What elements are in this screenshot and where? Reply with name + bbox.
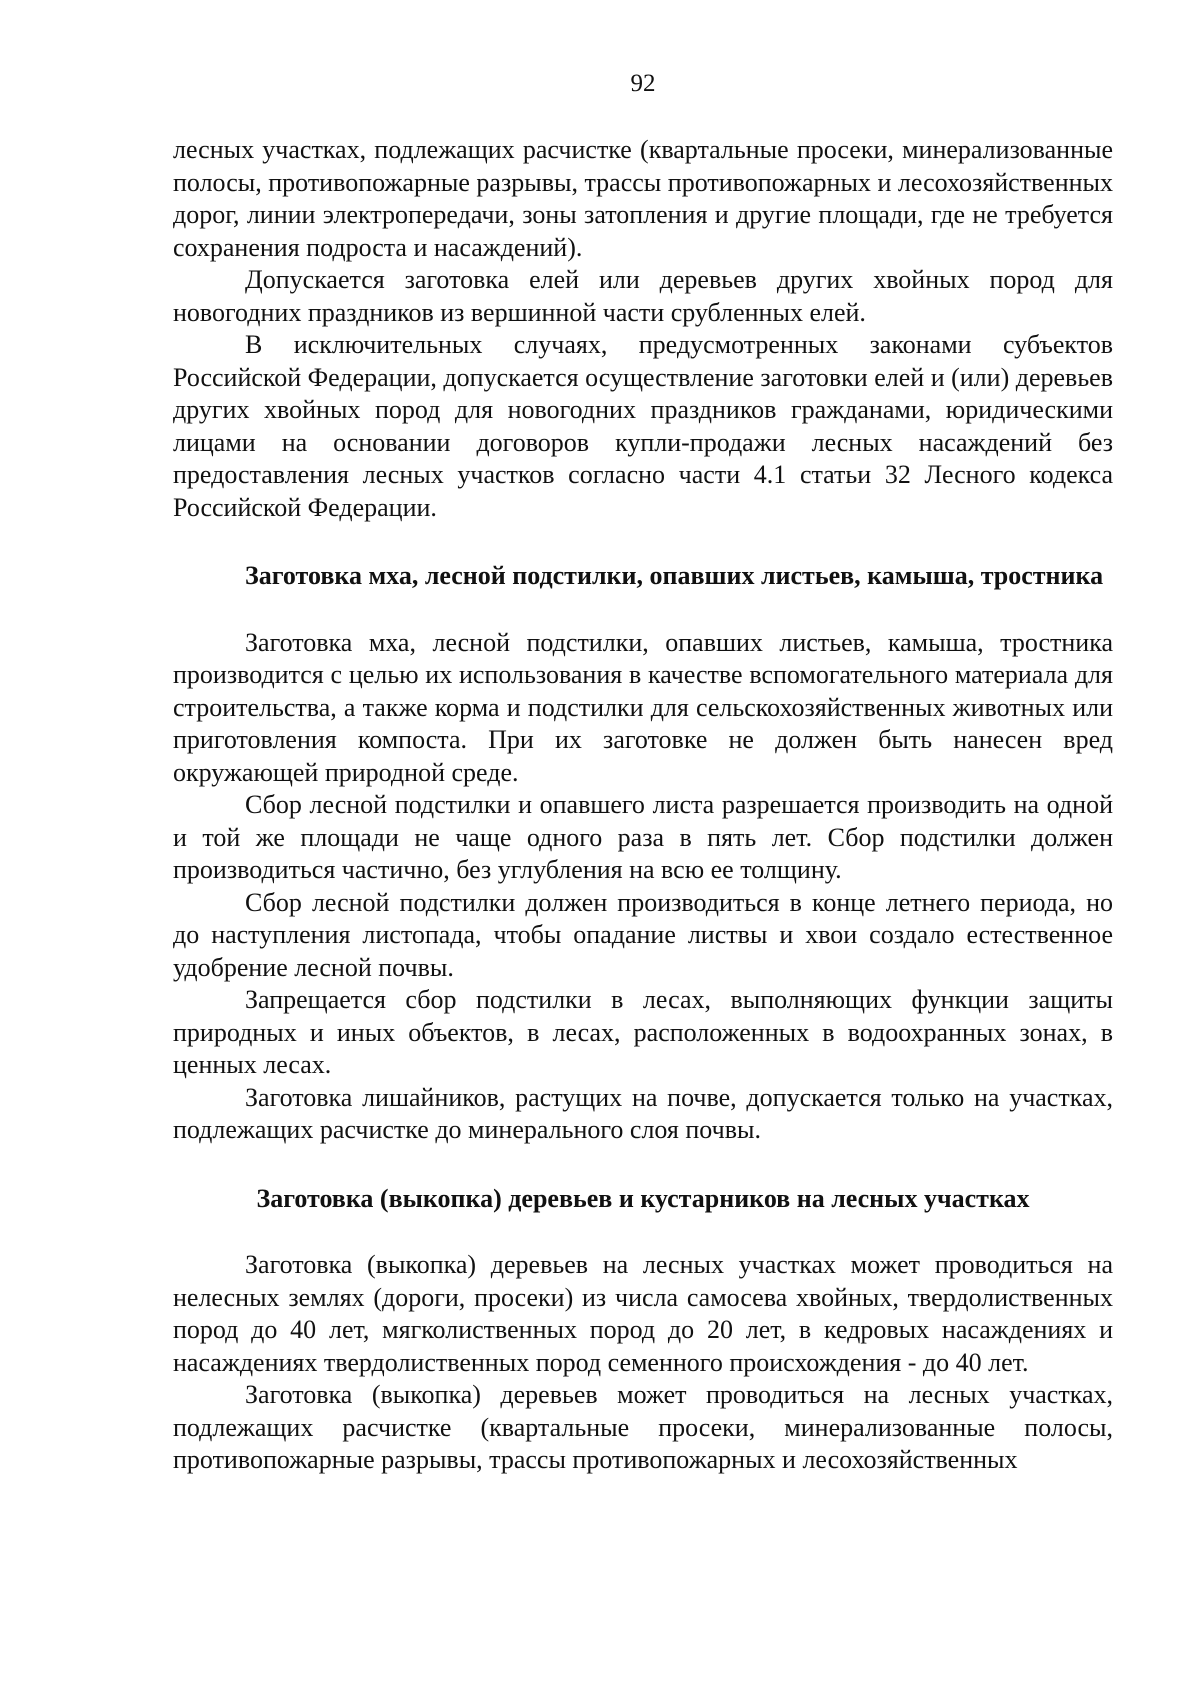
section-heading-moss-litter: Заготовка мха, лесной подстилки, опавших листьев, камыша, тростника — [245, 561, 1104, 590]
spacer — [173, 593, 1113, 627]
paragraph: Заготовка (выкопка) деревьев на лесных участках может проводиться на нелесных землях (дороги, просеки) из числа самосева хвойных, твердолиственных пород до 40 лет, мягколиственных пород до 20 лет, в кедровых насаждениях и насаждениях твердолиственных пород семенного происхождения - до 40 лет. — [173, 1250, 1113, 1377]
paragraph: Запрещается сбор подстилки в лесах, выполняющих функции защиты природных и иных объектов, в лесах, расположенных в водоохранных зонах, в ценных лесах. — [173, 985, 1113, 1079]
section-heading-tree-digging: Заготовка (выкопка) деревьев и кустарников на лесных участках — [256, 1183, 1030, 1213]
paragraph-continuation: лесных участках, подлежащих расчистке (квартальные просеки, минерализованные полосы, противопожарные разрывы, трассы противопожарных и лесохозяйственных дорог, линии электропередачи, зоны затопления и другие площади, где не требуется сохранения подроста и насаждений). — [173, 135, 1113, 262]
paragraph: Сбор лесной подстилки должен производиться в конце летнего периода, но до наступления листопада, чтобы опадание листвы и хвои создало естественное удобрение лесной почвы. — [173, 887, 1113, 982]
paragraph: Заготовка лишайников, растущих на почве, допускается только на участках, подлежащих расчистке до минерального слоя почвы. — [173, 1082, 1113, 1144]
paragraph: Сбор лесной подстилки и опавшего листа разрешается производить на одной и той же площади не чаще одного раза в пять лет. Сбор подстилки должен производиться частично, без углубления на всю ее толщину. — [173, 790, 1113, 884]
spacer — [173, 1147, 1113, 1183]
document-page — [173, 0, 1113, 1697]
paragraph: Допускается заготовка елей или деревьев других хвойных пород для новогодних праздников из вершинной части срубленных елей. — [173, 265, 1113, 327]
document-body — [173, 134, 1113, 1477]
spacer — [173, 1215, 1113, 1249]
paragraph: В исключительных случаях, предусмотренных законами субъектов Российской Федерации, допускается осуществление заготовки елей и (или) деревьев других хвойных пород для новогодних праздников гражданами, юридическими лицами на основании договоров купли-продажи лесных насаждений без предоставления лесных участков согласно части 4.1 статьи 32 Лесного кодекса Российской Федерации. — [173, 330, 1113, 522]
paragraph-cut-off: Заготовка (выкопка) деревьев может проводиться на лесных участках, подлежащих расчистке (квартальные просеки, минерализованные полосы, противопожарные разрывы, трассы противопожарных и лесохозяйственных — [173, 1380, 1113, 1474]
paragraph: Заготовка мха, лесной подстилки, опавших листьев, камыша, тростника производится с целью их использования в качестве вспомогательного материала для строительства, а также корма и подстилки для сельскохозяйственных животных или приготовления компоста. При их заготовке не должен быть нанесен вред окружающей природной среде. — [173, 627, 1113, 787]
spacer — [173, 524, 1113, 560]
page-number: 92 — [630, 70, 656, 97]
